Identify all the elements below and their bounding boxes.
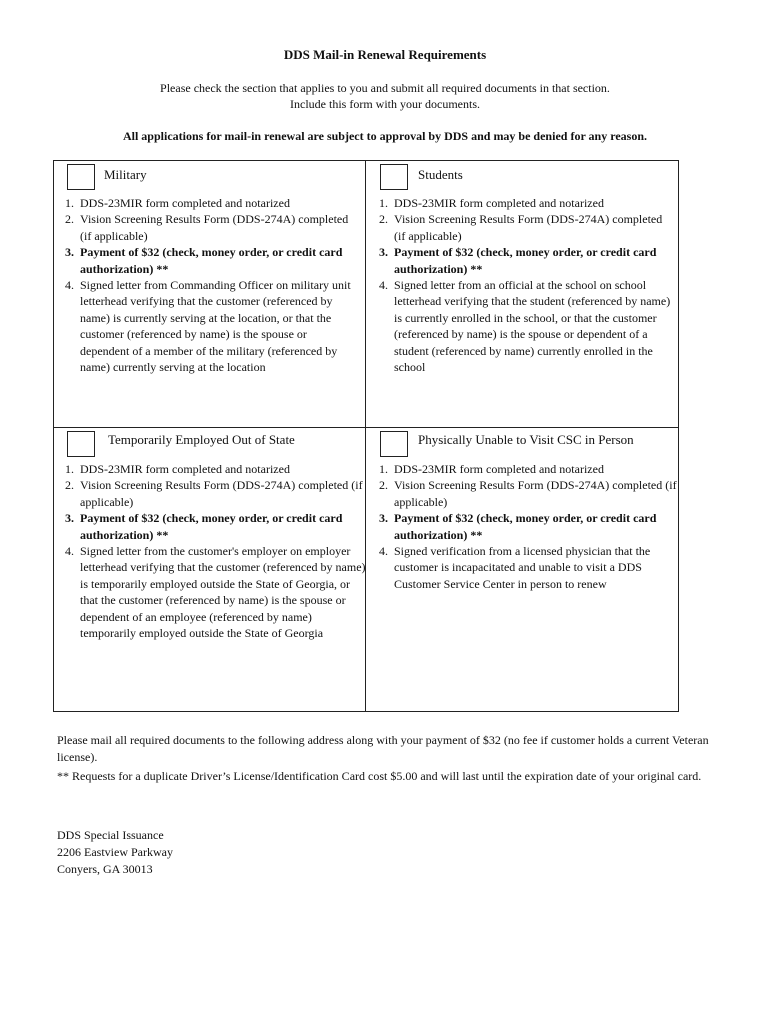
list-item: 3. Payment of $32 (check, money order, or credit card authorization) ** [77,510,367,543]
address-line-3: Conyers, GA 30013 [57,862,153,876]
temporarily-employed-requirements-list [57,461,367,641]
list-item: 4. Signed letter from an official at the school on school letterhead verifying that the student (referenced by name) is currently enrolled in the school, or that the customer (referenced by name) is the spouse or dependent of a student (referenced by name) currently enrolled in the school [391,277,676,375]
temporarily-employed-checkbox[interactable] [67,431,95,457]
list-item: 1. DDS-23MIR form completed and notarized [391,195,676,211]
list-item: 1. DDS-23MIR form completed and notarized [77,461,367,477]
military-requirements-list [57,195,359,375]
list-item: 2. Vision Screening Results Form (DDS-274A) completed (if applicable) [391,477,686,510]
address-line-2: 2206 Eastview Parkway [57,845,173,859]
grid-divider-horizontal [53,427,679,428]
list-item: 2. Vision Screening Results Form (DDS-274A) completed (if applicable) [77,477,367,510]
page-title: DDS Mail-in Renewal Requirements [283,47,487,62]
list-item: 2. Vision Screening Results Form (DDS-274A) completed (if applicable) [391,211,676,244]
physically-unable-heading: Physically Unable to Visit CSC in Person [418,432,634,447]
physically-unable-requirements-list [371,461,686,592]
students-heading: Students [418,167,463,182]
instructions [0,80,770,112]
military-checkbox[interactable] [67,164,95,190]
list-item: 1. DDS-23MIR form completed and notarized [391,461,686,477]
address-line-1: DDS Special Issuance [57,828,164,842]
list-item: 1. DDS-23MIR form completed and notarized [77,195,359,211]
approval-notice: All applications for mail-in renewal are subject to approval by DDS and may be denied for any reason. [122,129,648,143]
list-item: 3. Payment of $32 (check, money order, or credit card authorization) ** [77,244,359,277]
list-item: 3. Payment of $32 (check, money order, or credit card authorization) ** [391,244,676,277]
list-item: 4. Signed letter from the customer's employer on employer letterhead verifying that the customer (referenced by name) is temporarily employed outside the State of Georgia, or that the customer (referenced by name) is the spouse or dependent of an employee (referenced by name) temporarily employed outside the State of Georgia [77,543,367,641]
mail-instructions: Please mail all required documents to the following address along with your payment of $32 (no fee if customer holds a current Veteran license). [57,733,709,764]
physically-unable-checkbox[interactable] [380,431,408,457]
students-requirements-list [371,195,676,375]
students-checkbox[interactable] [380,164,408,190]
instructions-line-2: Include this form with your documents. [290,97,480,111]
list-item: 2. Vision Screening Results Form (DDS-274A) completed (if applicable) [77,211,359,244]
temporarily-employed-heading: Temporarily Employed Out of State [108,432,295,447]
military-heading: Military [104,167,147,182]
list-item: 3. Payment of $32 (check, money order, or credit card authorization) ** [391,510,686,543]
instructions-line-1: Please check the section that applies to you and submit all required documents in that section. [160,81,610,95]
duplicate-license-note: ** Requests for a duplicate Driver’s License/Identification Card cost $5.00 and will last until the expiration date of your original card. [57,769,702,783]
list-item: 4. Signed letter from Commanding Officer on military unit letterhead verifying that the customer (referenced by name) is currently serving at the location, or that the customer (referenced by name) is the spouse or dependent of a member of the military (referenced by name) currently serving at the location [77,277,359,375]
mailing-address [57,827,173,878]
list-item: 4. Signed verification from a licensed physician that the customer is incapacitated and unable to visit a DDS Customer Service Center in person to renew [391,543,686,592]
